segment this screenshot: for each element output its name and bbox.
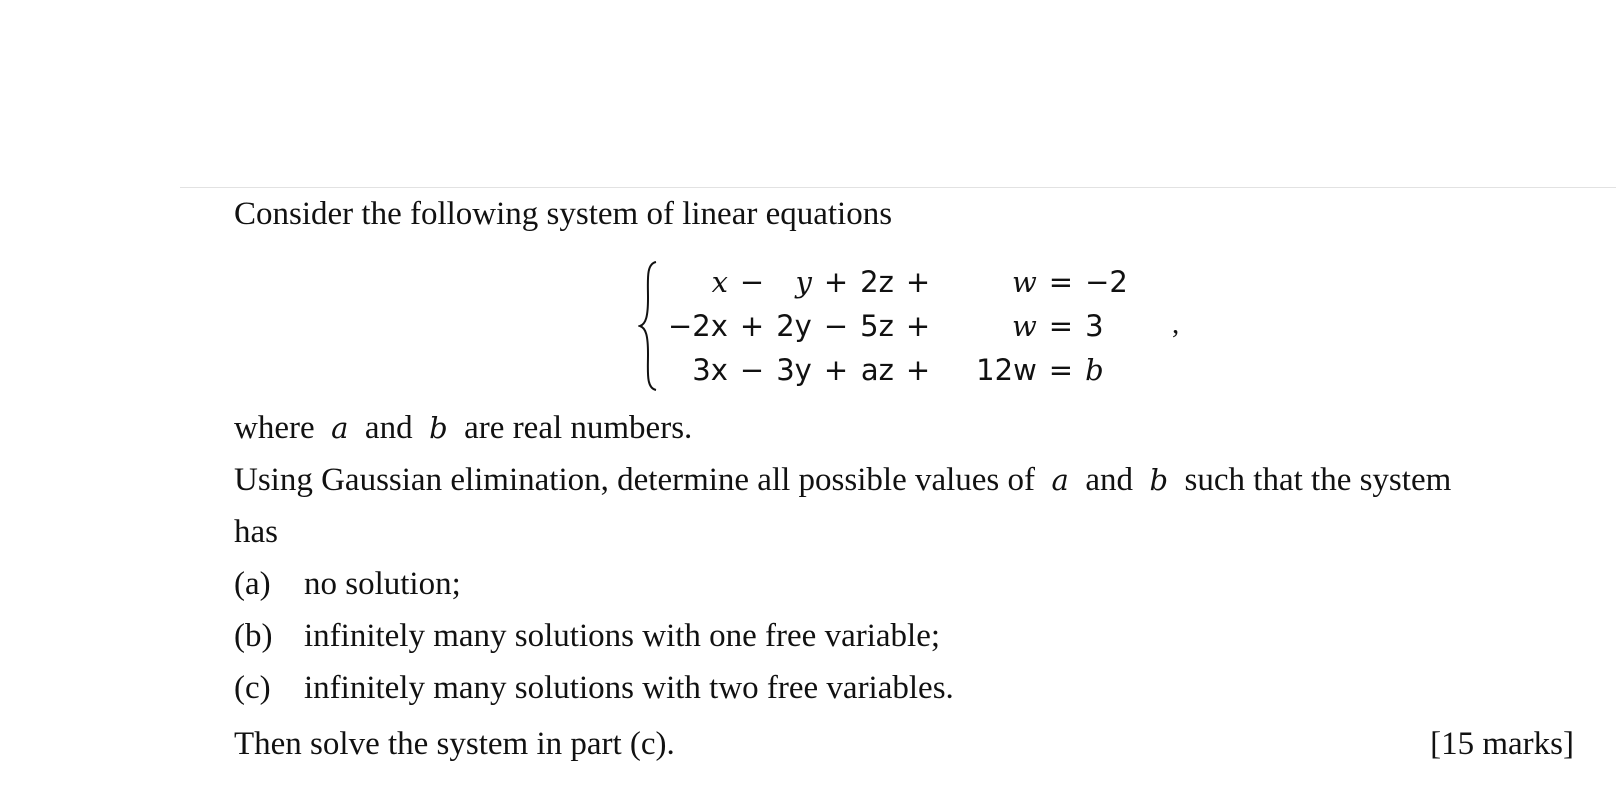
rhs: −2: [1085, 265, 1128, 299]
term: 2y: [776, 309, 812, 343]
operator: +: [823, 353, 849, 387]
task-suffix: such that the system: [1184, 462, 1452, 498]
equals-sign: =: [1048, 353, 1074, 387]
marks-label: [15 marks]: [1430, 726, 1574, 762]
equation-row: [662, 348, 1134, 392]
list-item: [234, 566, 461, 603]
list-item: [234, 670, 954, 707]
equation-row: [662, 260, 1134, 304]
item-label: (c): [234, 670, 271, 706]
operator: +: [905, 309, 931, 343]
operator: −: [739, 353, 765, 387]
where-line: [234, 410, 692, 447]
task-prefix: Using Gaussian elimination, determine all possible values of: [234, 462, 1036, 498]
item-text: infinitely many solutions with two free variables.: [304, 670, 954, 706]
operator: −: [739, 265, 765, 299]
term: az: [860, 353, 894, 387]
operator: +: [905, 265, 931, 299]
term: 3y: [776, 353, 812, 387]
final-instruction: Then solve the system in part (c).: [234, 726, 675, 762]
left-brace-icon: [638, 260, 660, 392]
term: 12w: [976, 353, 1037, 387]
equals-sign: =: [1048, 309, 1074, 343]
term: 3x: [692, 353, 728, 387]
rhs: b: [1085, 353, 1104, 387]
task-continuation: has: [234, 514, 278, 550]
operator: +: [739, 309, 765, 343]
var-a: a: [1051, 463, 1069, 497]
where-suffix: are real numbers.: [464, 410, 693, 446]
item-label: (a): [234, 566, 271, 602]
term: x: [711, 265, 728, 299]
operator: +: [905, 353, 931, 387]
equation-system: [638, 254, 1198, 387]
task-line: [234, 462, 1451, 499]
equation-table: [662, 260, 1134, 392]
equals-sign: =: [1048, 265, 1074, 299]
term: 2z: [860, 265, 894, 299]
item-text: infinitely many solutions with one free variable;: [304, 618, 941, 654]
task-and: and: [1085, 462, 1133, 498]
term: −2x: [668, 309, 728, 343]
var-b: b: [429, 411, 448, 445]
operator: +: [823, 265, 849, 299]
where-and: and: [364, 410, 413, 446]
top-divider: [180, 187, 1616, 188]
term: w: [1011, 265, 1037, 299]
list-item: [234, 618, 940, 655]
term: y: [795, 265, 812, 299]
system-comma: ,: [1172, 308, 1180, 340]
equation-row: [662, 304, 1134, 348]
item-text: no solution;: [304, 566, 461, 602]
item-label: (b): [234, 618, 273, 654]
var-a: a: [331, 411, 349, 445]
term: w: [1011, 309, 1037, 343]
where-prefix: where: [234, 410, 315, 446]
operator: −: [823, 309, 849, 343]
term: 5z: [860, 309, 894, 343]
var-b: b: [1149, 463, 1169, 497]
intro-text: Consider the following system of linear equations: [234, 196, 893, 232]
rhs: 3: [1085, 309, 1104, 343]
